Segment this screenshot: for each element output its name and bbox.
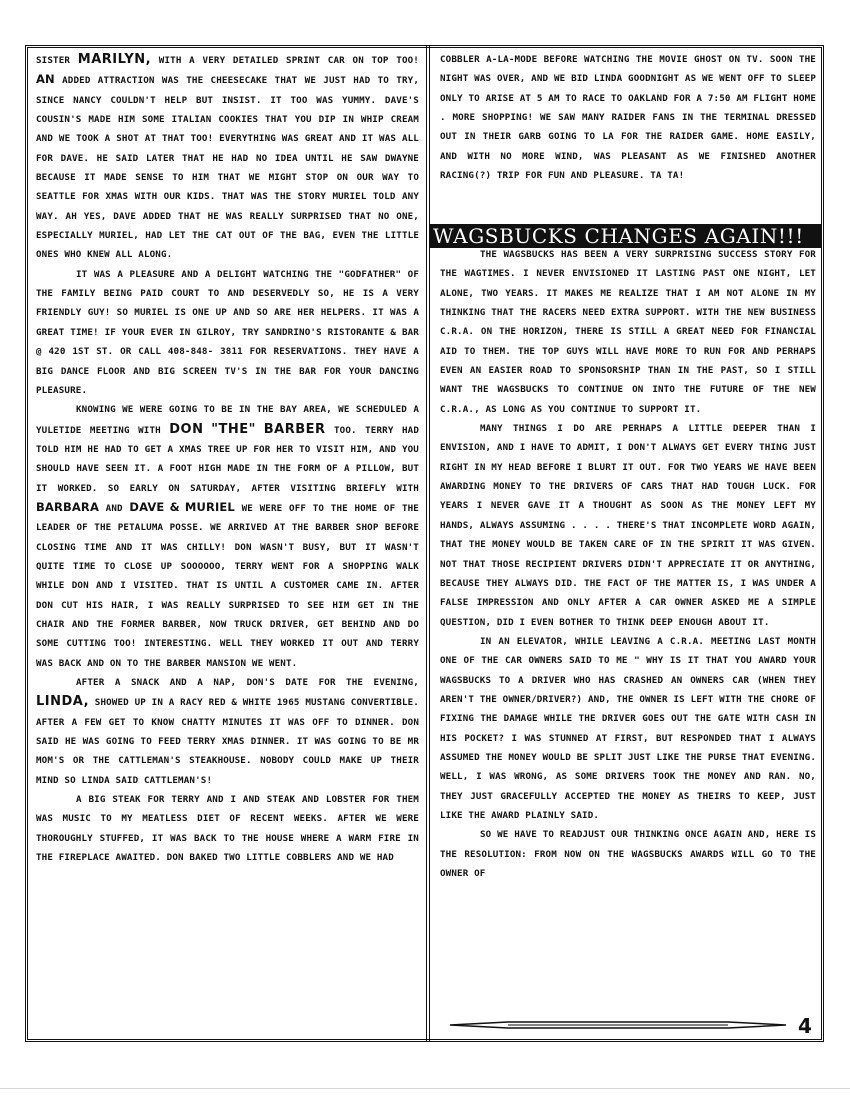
paragraph: KNOWING WE WERE GOING TO BE IN THE BAY AREA, WE SCHEDULED A YULETIDE MEETING WITH DON "THE" BARBER TOO. TERRY HAD TOLD HIM HE HAD TO GET A XMAS TREE UP FOR HER TO VISIT HIM, AND YOU SHOULD HAVE SEEN IT. A FOOT HIGH MADE IN THE FORM OF A PILLOW, BUT IT WORKED. SO EARLY ON SATURDAY, AFTER VISITING BRIEFLY WITH BARBARA AND DAVE & MURIEL WE WERE OFF TO THE HOME OF THE LEADER OF THE PETALUMA POSSE. WE ARRIVED AT THE BARBER SHOP BEFORE CLOSING TIME AND IT WAS CHILLY! DON WASN'T BUSY, BUT IT WASN'T QUITE TIME TO CLOSE UP SOOOOOO, TERRY WENT FOR A SHOPPING WALK WHILE DON AND I VISITED. THAT IS UNTIL A CUSTOMER CAME IN. AFTER DON CUT HIS HAIR, I WAS REALLY SURPRISED TO SEE HIM GET IN THE CHAIR AND THE FORMER BARBER, NOW TRUCK DRIVER, GET BEHIND AND DO SOME CUTTING TOO! INTERESTING. WELL THEY WORKED IT OUT AND TERRY WAS BACK AND ON TO THE BARBER MANSION WE WENT. [36, 404, 419, 669]
name-barbara: BARBARA [36, 499, 99, 514]
paragraph: IT WAS A PLEASURE AND A DELIGHT WATCHING THE "GODFATHER" OF THE FAMILY BEING PAID COURT TO AND DESERVEDLY SO, HE IS A VERY FRIENDLY GUY! SO MURIEL IS ONE UP AND SO ARE HER HELPERS. IT WAS A GREAT TIME! IF YOUR EVER IN GILROY, TRY SANDRINO'S RISTORANTE & BAR @ 420 1ST ST. OR CALL 408-848- 3811 FOR RESERVATIONS. THEY HAVE A BIG DANCE FLOOR AND BIG SCREEN TV'S IN THE BAR FOR YOUR DANCING PLEASURE. [36, 268, 419, 396]
paragraph: IN AN ELEVATOR, WHILE LEAVING A C.R.A. MEETING LAST MONTH ONE OF THE CAR OWNERS SAID TO ME " WHY IS IT THAT YOU AWARD YOUR WAGSBUCKS TO A DRIVER WHO HAS CRASHED AN OWNERS CAR (WHEN THEY AREN'T THE OWNER/DRIVER?) AND, THE OWNER IS LEFT WITH THE CHORE OF FIXING THE DAMAGE WHILE THE DRIVER GOES OUT THE GATE WITH CASH IN HIS POCKET? I WAS STUNNED AT FIRST, BUT RESPONDED THAT I ALWAYS ASSUMED THE MONEY WOULD BE SPLIT JUST LIKE THE PURSE THAT EVENING. WELL, I WAS WRONG, AS SOME DRIVERS TOOK THE MONEY AND RAN. NO, THEY JUST GRACEFULLY ACCEPTED THE MONEY AS THEIRS TO KEEP, JUST LIKE THE AWARD PLAINLY SAID. [440, 635, 816, 821]
column-divider [426, 45, 430, 1042]
paragraph: AFTER A SNACK AND A NAP, DON'S DATE FOR THE EVENING, LINDA, SHOWED UP IN A RACY RED & WHITE 1965 MUSTANG CONVERTIBLE. AFTER A FEW GET TO KNOW CHATTY MINUTES IT WAS OFF TO DINNER. DON SAID HE WAS GOING TO FEED TERRY XMAS DINNER. IT WAS GOING TO BE MR MOM'S OR THE CATTLEMAN'S STEAKHOUSE. NOBODY COULD MAKE UP THEIR MIND SO LINDA SAID CATTLEMAN'S! [36, 677, 419, 786]
paragraph: COBBLER A-LA-MODE BEFORE WATCHING THE MOVIE GHOST ON TV. SOON THE NIGHT WAS OVER, AND WE BID LINDA GOODNIGHT AS WE WENT OFF TO SLEEP ONLY TO ARISE AT 5 AM TO RACE TO OAKLAND FOR A 7:50 AM FLIGHT HOME . MORE SHOPPING! WE SAW MANY RAIDER FANS IN THE TERMINAL DRESSED OUT IN THEIR GARB GOING TO LA FOR THE RAIDER GAME. HOME EASILY, AND WITH NO MORE WIND, WAS PLEASANT AS WE FINISHED ANOTHER RACING(?) TRIP FOR FUN AND PLEASURE. TA TA! [440, 54, 816, 182]
paragraph: MANY THINGS I DO ARE PERHAPS A LITTLE DEEPER THAN I ENVISION, AND I HAVE TO ADMIT, I DON'T ALWAYS GET EVERY THING JUST RIGHT IN MY HEAD BEFORE I BLURT IT OUT. FOR TWO YEARS WE HAVE BEEN AWARDING MONEY TO THE DRIVERS OF CARS THAT HAD TOUGH LUCK. FOR YEARS I NEVER GAVE IT A THOUGHT AS SOON AS THE MONEY LEFT MY HANDS, ALWAYS ASSUMING . . . . THERE'S THAT INCOMPLETE WORD AGAIN, THAT THE MONEY WOULD BE TAKEN CARE OF IN THE SPIRIT IT WAS GIVEN. NOT THAT THOSE RECIPIENT DRIVERS DIDN'T APPRECIATE IT OR ANYTHING, BECAUSE THEY ALWAYS DID. THE FACT OF THE MATTER IS, I WAS UNDER A FALSE IMPRESSION AND ONLY AFTER A CAR OWNER ASKED ME A SIMPLE QUESTION, DID I EVEN BOTHER TO THINK DEEP ENOUGH ABOUT IT. [440, 423, 816, 628]
paragraph: SO WE HAVE TO READJUST OUR THINKING ONCE AGAIN AND, HERE IS THE RESOLUTION: FROM NOW ON THE WAGSBUCKS AWARDS WILL GO TO THE OWNER OF [440, 829, 816, 879]
page-number: 4 [798, 1014, 812, 1038]
paragraph: SISTER MARILYN, WITH A VERY DETAILED SPRINT CAR ON TOP TOO! AN ADDED ATTRACTION WAS THE CHEESECAKE THAT WE JUST HAD TO TRY, SINCE NANCY COULDN'T HELP BUT INSIST. IT TOO WAS YUMMY. DAVE'S COUSIN'S MADE HIM SOME ITALIAN COOKIES THAT YOU DIP IN WHIP CREAM AND WE TOOK A SHOT AT THAT TOO! EVERYTHING WAS GREAT AND IT WAS ALL FOR DAVE. HE SAID LATER THAT HE HAD NO IDEA UNTIL HE SAW DWAYNE BECAUSE IT MADE SENSE TO HIM THAT WE MIGHT STOP ON OUR WAY TO SEATTLE FOR XMAS WITH OUR KIDS. THAT WAS THE STORY MURIEL TOLD ANY WAY. AH YES, DAVE ADDED THAT HE WAS REALLY SURPRISED THAT NO ONE, ESPECIALLY MURIEL, HAD LET THE CAT OUT OF THE BAG, EVEN THE LITTLE ONES WHO KNEW ALL ALONG. [36, 52, 419, 261]
scan-edge [0, 1088, 850, 1089]
footer-ornament [448, 1018, 788, 1032]
right-column-top [440, 50, 816, 185]
wagsbucks-article [440, 245, 816, 883]
paragraph: A BIG STEAK FOR TERRY AND I AND STEAK AND LOBSTER FOR THEM WAS MUSIC TO MY MEATLESS DIET OF RECENT WEEKS. AFTER WE WERE THOROUGHLY STUFFED, IT WAS BACK TO THE HOUSE WHERE A WARM FIRE IN THE FIREPLACE AWAITED. DON BAKED TWO LITTLE COBBLERS AND WE HAD [36, 794, 419, 864]
name-linda: LINDA, [36, 694, 90, 710]
left-column [36, 50, 419, 867]
name-dave-muriel: DAVE & MURIEL [129, 499, 235, 514]
name-don-the-barber: DON "THE" BARBER [169, 421, 326, 437]
paragraph: THE WAGSBUCKS HAS BEEN A VERY SURPRISING SUCCESS STORY FOR THE WAGTIMES. I NEVER ENVISIONED IT LASTING PAST ONE NIGHT, LET ALONE, TWO YEARS. IT MAKES ME REALIZE THAT I AM NOT ALONE IN MY THINKING THAT THE RACERS NEED EXTRA SUPPORT. WITH THE NEW BUSINESS C.R.A. ON THE HORIZON, THERE IS STILL A GREAT NEED FOR FINANCIAL AID TO THEM. THE TOP GUYS WILL HAVE MORE TO RUN FOR AND PERHAPS EVEN AN EASIER ROAD TO SPONSORSHIP THAN IN THE PAST, SO I STILL WANT THE WAGSBUCKS TO CONTINUE ON INTO THE FUTURE OF THE NEW C.R.A., AS LONG AS YOU CONTINUE TO SUPPORT IT. [440, 249, 816, 415]
article-headline: WAGSBUCKS CHANGES AGAIN!!! [429, 224, 822, 248]
name-marilyn: MARILYN, [77, 52, 152, 67]
